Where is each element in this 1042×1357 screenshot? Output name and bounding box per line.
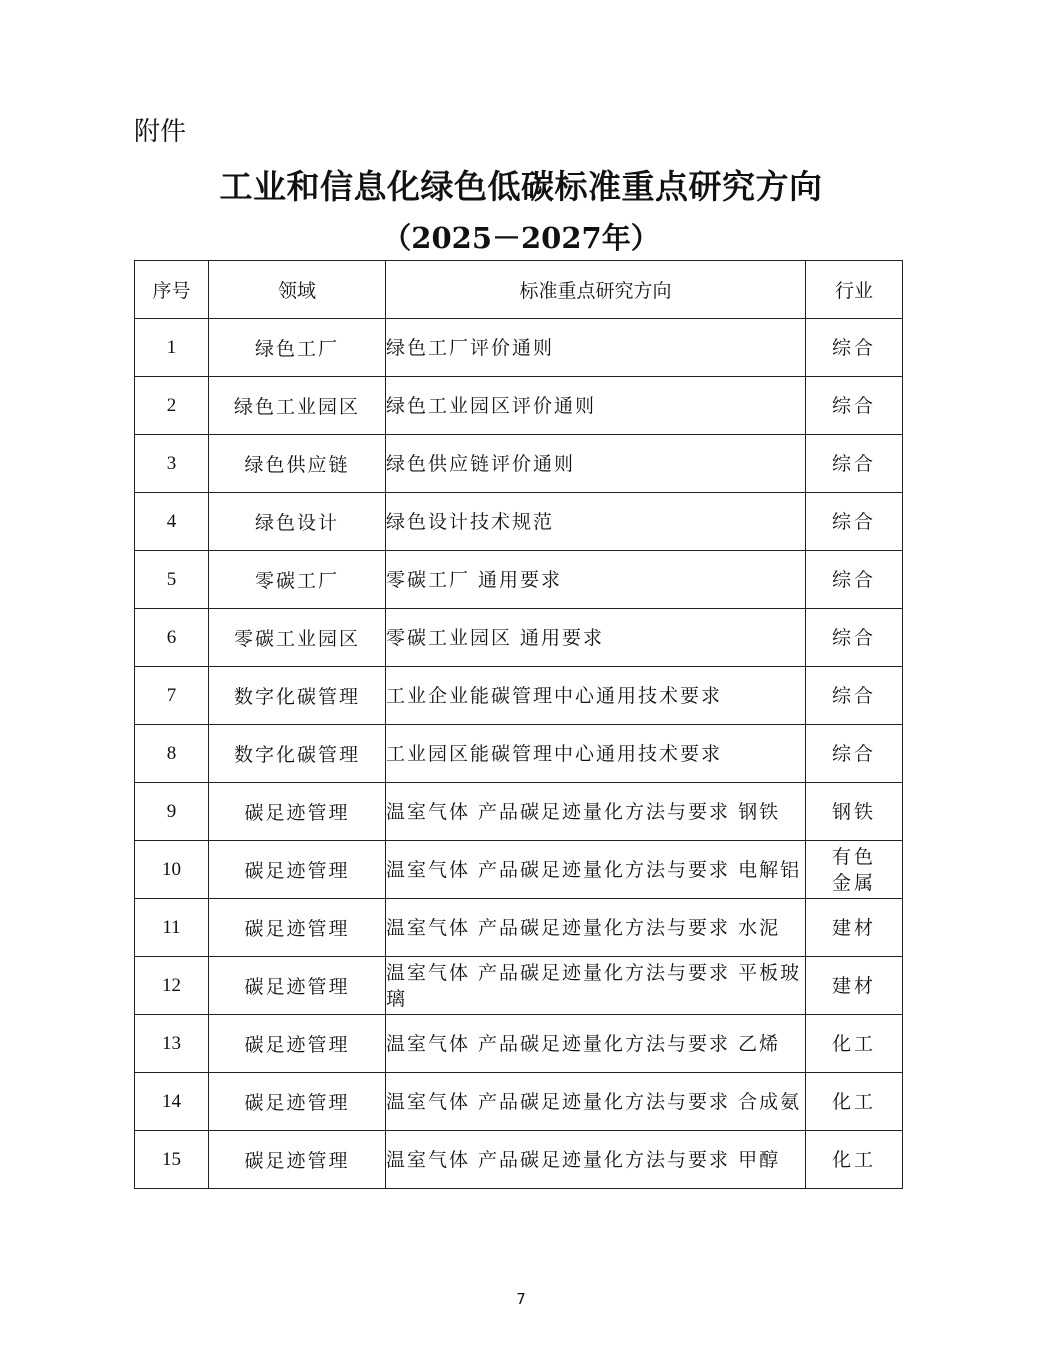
cell-field: 零碳工业园区 [209, 609, 386, 667]
header-seq: 序号 [135, 261, 209, 319]
cell-direction: 绿色工厂评价通则 [386, 319, 806, 377]
cell-seq: 5 [135, 551, 209, 609]
cell-field: 零碳工厂 [209, 551, 386, 609]
table-row [135, 493, 903, 551]
cell-direction: 零碳工厂 通用要求 [386, 551, 806, 609]
cell-industry-text: 化工 [832, 1148, 877, 1171]
header-industry: 行业 [806, 261, 903, 319]
cell-field: 碳足迹管理 [209, 1131, 386, 1189]
cell-direction: 绿色设计技术规范 [386, 493, 806, 551]
cell-field: 碳足迹管理 [209, 1073, 386, 1131]
table-row [135, 377, 903, 435]
table-row [135, 841, 903, 899]
cell-seq: 2 [135, 377, 209, 435]
cell-direction: 温室气体 产品碳足迹量化方法与要求 合成氨 [386, 1073, 806, 1131]
cell-industry-text: 综合 [832, 394, 877, 417]
cell-seq: 14 [135, 1073, 209, 1131]
cell-seq: 3 [135, 435, 209, 493]
cell-direction: 温室气体 产品碳足迹量化方法与要求 乙烯 [386, 1015, 806, 1073]
cell-direction: 绿色工业园区评价通则 [386, 377, 806, 435]
cell-seq: 11 [135, 899, 209, 957]
cell-field: 数字化碳管理 [209, 725, 386, 783]
document-subtitle: （2025－2027年） [382, 221, 660, 255]
cell-seq: 9 [135, 783, 209, 841]
cell-field: 绿色设计 [209, 493, 386, 551]
page-number: 7 [516, 1290, 526, 1308]
cell-field: 数字化碳管理 [209, 667, 386, 725]
document-title: 工业和信息化绿色低碳标准重点研究方向 [219, 167, 823, 206]
cell-industry-text: 综合 [832, 626, 877, 649]
cell-industry [806, 319, 903, 377]
cell-industry-text: 综合 [832, 336, 877, 359]
cell-direction: 温室气体 产品碳足迹量化方法与要求 平板玻璃 [386, 957, 806, 1015]
cell-direction: 温室气体 产品碳足迹量化方法与要求 电解铝 [386, 841, 806, 899]
standards-table [134, 260, 903, 1189]
header-direction: 标准重点研究方向 [386, 261, 806, 319]
cell-industry-text: 综合 [832, 510, 877, 533]
cell-seq: 13 [135, 1015, 209, 1073]
cell-seq: 8 [135, 725, 209, 783]
cell-industry-text: 综合 [832, 452, 877, 475]
cell-direction: 零碳工业园区 通用要求 [386, 609, 806, 667]
cell-industry-text: 化工 [832, 1090, 877, 1113]
cell-industry [806, 783, 903, 841]
cell-seq: 12 [135, 957, 209, 1015]
cell-field: 绿色供应链 [209, 435, 386, 493]
table-row [135, 899, 903, 957]
cell-industry [806, 841, 903, 899]
cell-industry-text: 综合 [832, 684, 877, 707]
cell-direction: 工业企业能碳管理中心通用技术要求 [386, 667, 806, 725]
table-row [135, 783, 903, 841]
cell-field: 碳足迹管理 [209, 783, 386, 841]
cell-industry [806, 899, 903, 957]
cell-industry-text: 有色金属 [832, 845, 877, 894]
cell-direction: 工业园区能碳管理中心通用技术要求 [386, 725, 806, 783]
cell-seq: 6 [135, 609, 209, 667]
cell-direction: 绿色供应链评价通则 [386, 435, 806, 493]
cell-industry-text: 化工 [832, 1032, 877, 1055]
table-row [135, 319, 903, 377]
cell-industry-text: 建材 [832, 974, 877, 997]
table-body [135, 319, 903, 1189]
header-field: 领域 [209, 261, 386, 319]
cell-seq: 15 [135, 1131, 209, 1189]
table-row [135, 725, 903, 783]
cell-industry-text: 建材 [832, 916, 877, 939]
cell-industry [806, 377, 903, 435]
cell-industry [806, 957, 903, 1015]
table-row [135, 551, 903, 609]
cell-industry [806, 1073, 903, 1131]
cell-direction: 温室气体 产品碳足迹量化方法与要求 甲醇 [386, 1131, 806, 1189]
cell-direction: 温室气体 产品碳足迹量化方法与要求 水泥 [386, 899, 806, 957]
table-header-row [135, 261, 903, 319]
cell-field: 绿色工业园区 [209, 377, 386, 435]
cell-industry [806, 725, 903, 783]
cell-industry [806, 609, 903, 667]
table-row [135, 435, 903, 493]
cell-field: 碳足迹管理 [209, 841, 386, 899]
table-row [135, 609, 903, 667]
table-row [135, 957, 903, 1015]
cell-field: 碳足迹管理 [209, 957, 386, 1015]
cell-field: 绿色工厂 [209, 319, 386, 377]
table-row [135, 1131, 903, 1189]
cell-field: 碳足迹管理 [209, 899, 386, 957]
cell-seq: 4 [135, 493, 209, 551]
cell-industry [806, 667, 903, 725]
table-row [135, 1073, 903, 1131]
attachment-label: 附件 [134, 117, 187, 147]
table-row [135, 667, 903, 725]
cell-industry-text: 综合 [832, 742, 877, 765]
cell-industry [806, 551, 903, 609]
cell-industry [806, 1131, 903, 1189]
cell-seq: 7 [135, 667, 209, 725]
cell-industry [806, 493, 903, 551]
cell-industry-text: 钢铁 [832, 800, 877, 823]
cell-industry-text: 综合 [832, 568, 877, 591]
cell-industry [806, 435, 903, 493]
table-row [135, 1015, 903, 1073]
cell-field: 碳足迹管理 [209, 1015, 386, 1073]
cell-direction: 温室气体 产品碳足迹量化方法与要求 钢铁 [386, 783, 806, 841]
cell-industry [806, 1015, 903, 1073]
cell-seq: 1 [135, 319, 209, 377]
cell-seq: 10 [135, 841, 209, 899]
